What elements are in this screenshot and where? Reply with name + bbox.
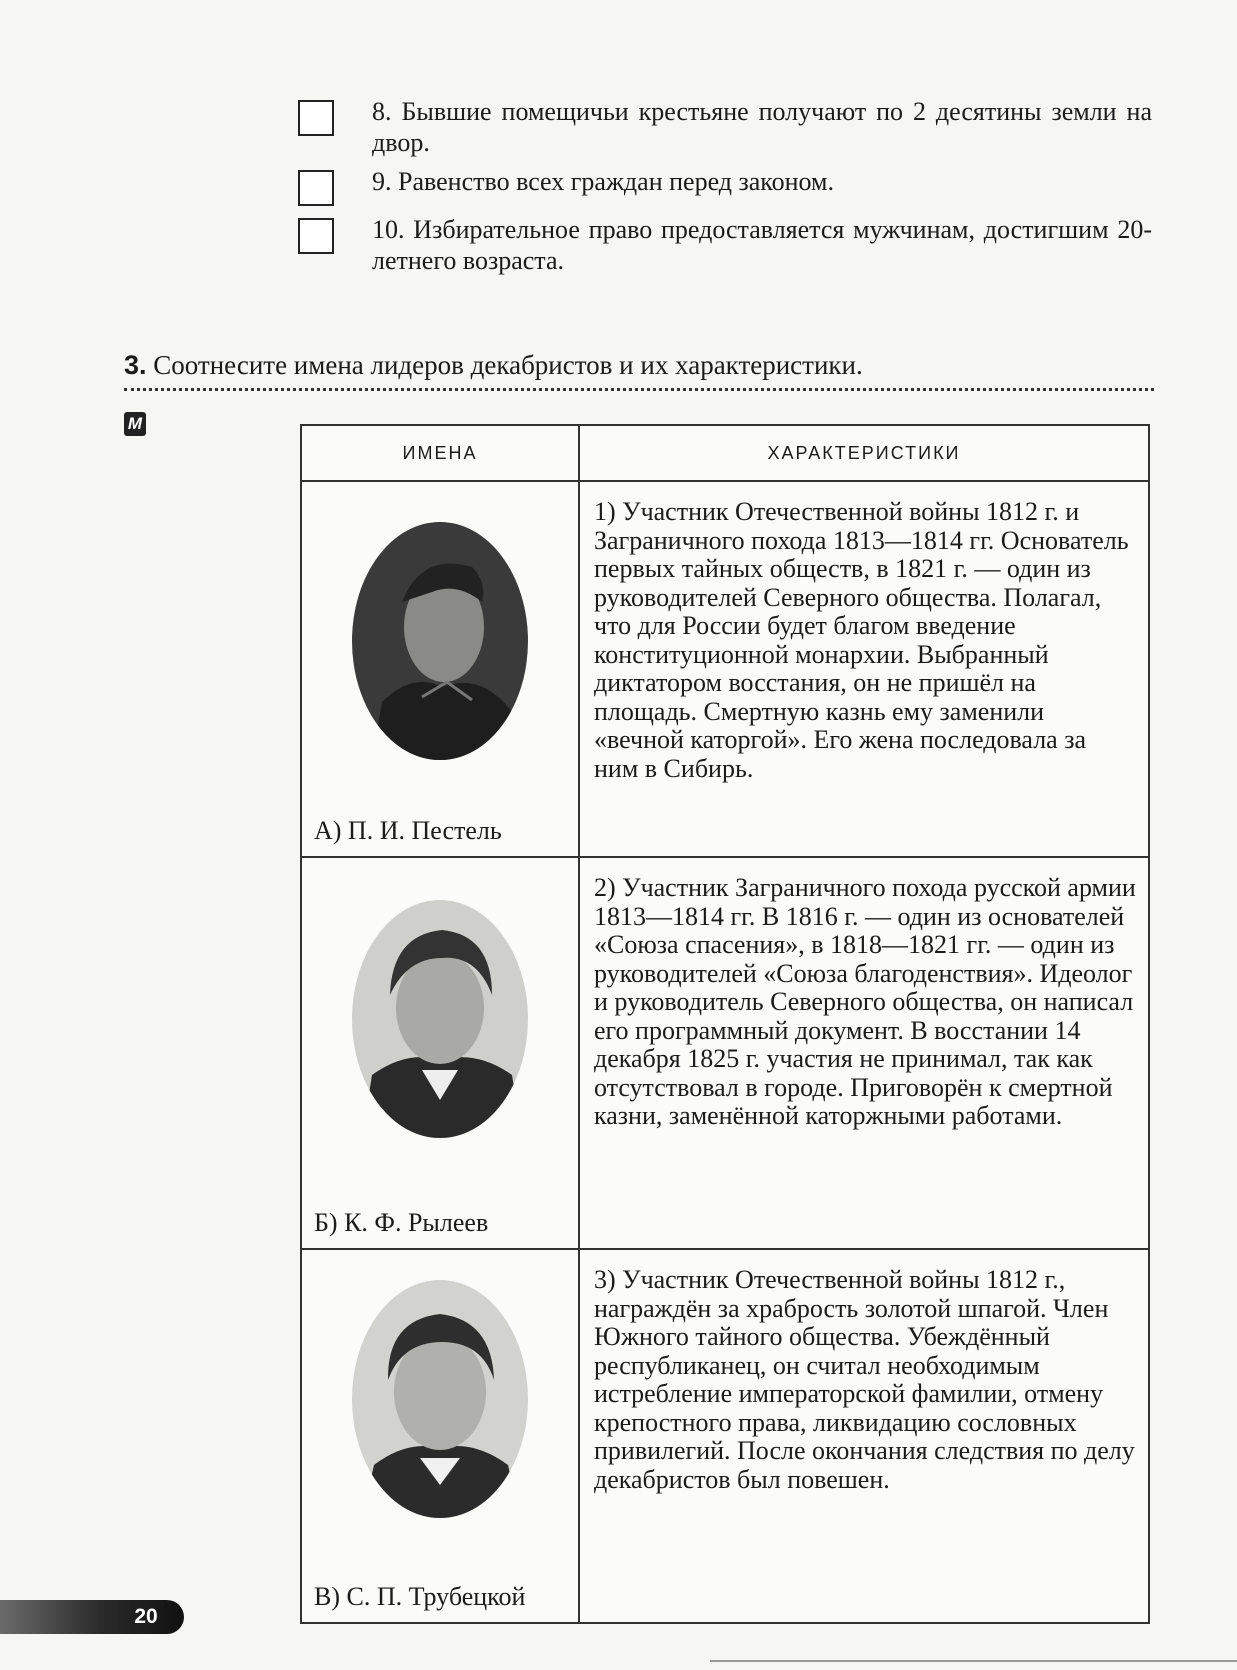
name-cell <box>301 481 579 857</box>
checklist-item <box>298 214 1158 276</box>
task-heading <box>124 350 1154 381</box>
matching-table <box>300 424 1150 1624</box>
table-header-row <box>301 425 1149 481</box>
name-label: А) П. И. Пестель <box>314 816 502 845</box>
answer-checklist <box>298 96 1158 284</box>
task-number: 3. <box>124 350 147 380</box>
header-names: ИМЕНА <box>301 425 579 481</box>
checklist-item-text: 10. Избирательное право предоставляется мужчинам, достигшим 20-летнего возраста. <box>372 215 1152 275</box>
name-cell <box>301 1249 579 1623</box>
scan-edge-line <box>710 1660 1237 1662</box>
page-number-tab <box>0 1600 184 1634</box>
answer-checkbox[interactable] <box>298 218 334 254</box>
dotted-divider <box>124 388 1154 391</box>
name-label: Б) К. Ф. Рылеев <box>314 1208 489 1237</box>
portrait-pestel-image <box>352 522 528 760</box>
checklist-item <box>298 166 1158 206</box>
table-row <box>301 481 1149 857</box>
portrait-ryleev-image <box>352 900 528 1138</box>
characteristic-cell: 1) Участник Отечественной войны 1812 г. и Заграничного похода 1813—1814 гг. Основатель первых тайных обществ, в 1821 г. — один из руководителей Северного общества. Полагал, что для России будет благом введение конституционной монархии. Выбранный диктатором восстания, он не пришёл на площадь. Смертную казнь ему заменили «вечной каторгой». Его жена последовала за ним в Сибирь. <box>579 481 1149 857</box>
checklist-item-text: 9. Равенство всех граждан перед законом. <box>372 167 834 196</box>
task-text: Соотнесите имена лидеров декабристов и их характеристики. <box>153 350 863 380</box>
table-row <box>301 857 1149 1249</box>
checklist-item-text: 8. Бывшие помещичьи крестьяне получают по 2 десятины земли на двор. <box>372 97 1152 157</box>
m-badge-icon: M <box>124 412 146 436</box>
header-characteristics: ХАРАКТЕРИСТИКИ <box>579 425 1149 481</box>
portrait-trubetskoy-image <box>352 1280 528 1518</box>
characteristic-cell: 2) Участник Заграничного похода русской армии 1813—1814 гг. В 1816 г. — один из основателей «Союза спасения», в 1818—1821 гг. — один из руководителей «Союза благоденствия». Идеолог и руководитель Северного общества, он написал его программный документ. В восстании 14 декабря 1825 г. участия не принимал, так как отсутствовал в городе. Приговорён к смертной казни, заменённой каторжными работами. <box>579 857 1149 1249</box>
page-number: 20 <box>134 1605 158 1628</box>
answer-checkbox[interactable] <box>298 100 334 136</box>
table-row <box>301 1249 1149 1623</box>
checklist-item <box>298 96 1158 158</box>
name-cell <box>301 857 579 1249</box>
characteristic-cell: 3) Участник Отечественной войны 1812 г., награждён за храбрость золотой шпагой. Член Южного тайного общества. Убеждённый республиканец, он считал необходимым истребление императорской фамилии, отмену крепостного права, ликвидацию сословных привилегий. После окончания следствия по делу декабристов был повешен. <box>579 1249 1149 1623</box>
name-label: В) С. П. Трубецкой <box>314 1582 526 1611</box>
answer-checkbox[interactable] <box>298 170 334 206</box>
